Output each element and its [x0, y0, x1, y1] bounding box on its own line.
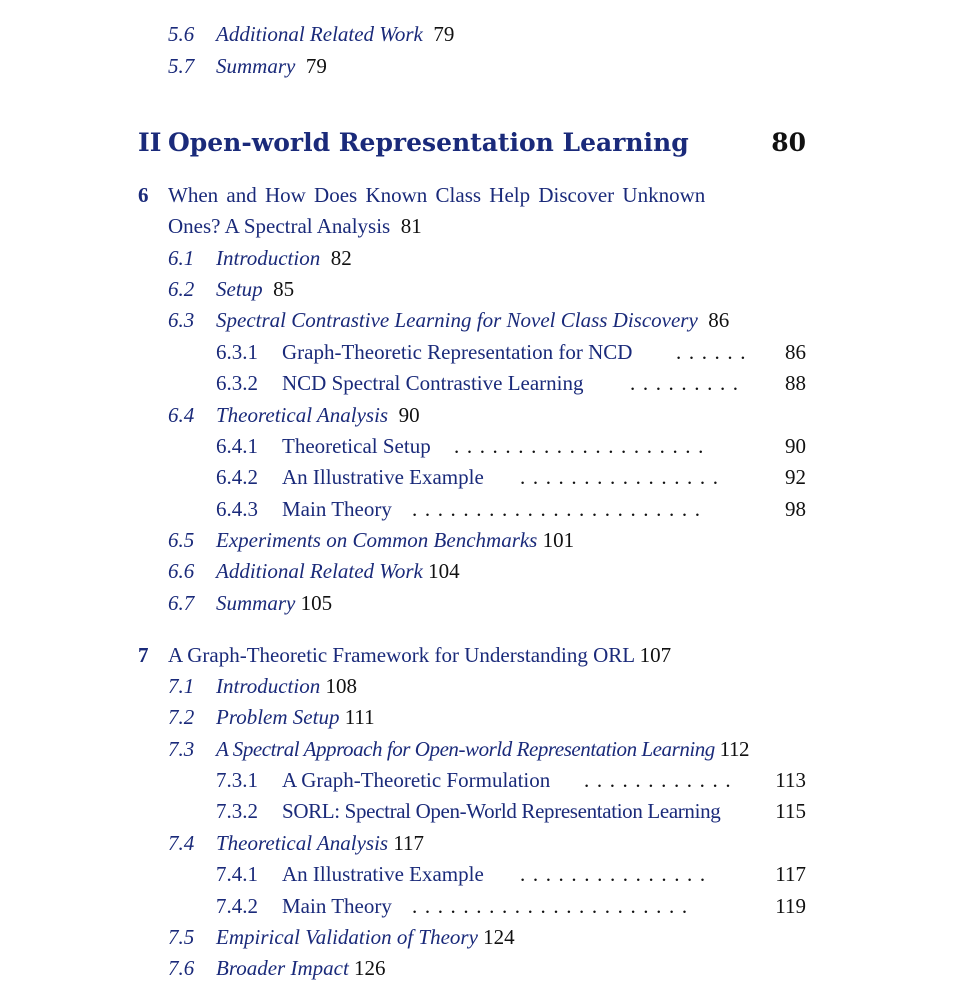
- chapter-number: 6: [138, 183, 149, 207]
- subsection-page: 119: [775, 894, 806, 918]
- subsection-number: 7.3.1: [216, 768, 258, 792]
- subsection-title: NCD Spectral Contrastive Learning: [282, 371, 584, 395]
- section-page: 90: [398, 403, 420, 427]
- subsection-title: A Graph-Theoretic Formulation: [282, 768, 551, 792]
- section-title: Problem Setup: [216, 705, 340, 729]
- section-page: 79: [305, 54, 327, 78]
- section-page: 105: [300, 591, 333, 615]
- section-number: 7.6: [168, 956, 195, 980]
- section-number: 6.2: [168, 277, 195, 301]
- leader-dots: ................: [520, 465, 726, 489]
- section-page: 124: [483, 925, 515, 949]
- leader-dots: ......: [676, 340, 754, 364]
- section-page: 126: [354, 956, 386, 980]
- section-number: 7.1: [168, 674, 195, 698]
- subsection-page: 115: [775, 799, 806, 823]
- section-title: Setup: [216, 277, 263, 301]
- subsection-page: 117: [775, 862, 806, 886]
- subsection-number: 7.4.2: [216, 894, 258, 918]
- section-title: Introduction: [216, 246, 321, 270]
- subsection-title: SORL: Spectral Open-World Representation Learning: [282, 799, 721, 823]
- subsection-number: 6.4.1: [216, 434, 258, 458]
- subsection-title: An Illustrative Example: [282, 862, 484, 886]
- leader-dots: .......................: [412, 497, 708, 521]
- section-number: 7.4: [168, 831, 195, 855]
- section-number: 6.1: [168, 246, 195, 270]
- section-title: A Spectral Approach for Open-world Representation Learning: [216, 737, 715, 761]
- section-title: Theoretical Analysis: [216, 403, 389, 427]
- section-page: 111: [344, 705, 375, 729]
- subsection-page: 90: [785, 434, 806, 458]
- section-number: 6.7: [168, 591, 195, 615]
- section-title: Empirical Validation of Theory: [216, 925, 478, 949]
- section-title: Additional Related Work: [216, 559, 423, 583]
- part-page: 80: [771, 128, 806, 157]
- chapter-title-line-1: When and How Does Known Class Help Discover Unknown: [168, 183, 706, 207]
- section-page: 117: [393, 831, 425, 855]
- subsection-page: 86: [785, 340, 806, 364]
- section-number: 5.7: [168, 54, 195, 78]
- section-title: Additional Related Work: [216, 22, 423, 46]
- section-number: 7.5: [168, 925, 195, 949]
- chapter-title-line-2: Ones? A Spectral Analysis: [168, 214, 391, 238]
- section-title: Broader Impact: [216, 956, 349, 980]
- subsection-page: 88: [785, 371, 806, 395]
- subsection-page: 92: [785, 465, 806, 489]
- section-number: 7.2: [168, 705, 195, 729]
- section-page: 79: [433, 22, 455, 46]
- chapter-title: A Graph-Theoretic Framework for Understanding ORL: [168, 643, 635, 667]
- section-title: Summary: [216, 54, 296, 78]
- section-page: 86: [708, 308, 730, 332]
- leader-dots: ...............: [520, 862, 713, 886]
- subsection-page: 113: [775, 768, 806, 792]
- section-number: 5.6: [168, 22, 195, 46]
- part-title: Open-world Representation Learning: [168, 128, 689, 157]
- section-title: Spectral Contrastive Learning for Novel Class Discovery: [216, 308, 698, 332]
- subsection-title: Main Theory: [282, 497, 392, 521]
- section-title: Introduction: [216, 674, 321, 698]
- chapter-page: 107: [639, 643, 672, 667]
- section-page: 104: [428, 559, 460, 583]
- section-page: 85: [273, 277, 295, 301]
- subsection-title: An Illustrative Example: [282, 465, 484, 489]
- subsection-number: 6.3.1: [216, 340, 258, 364]
- section-number: 6.6: [168, 559, 195, 583]
- section-page: 112: [719, 737, 750, 761]
- chapter-number: 7: [138, 643, 149, 667]
- subsection-page: 98: [785, 497, 806, 521]
- section-page: 101: [542, 528, 575, 552]
- section-number: 6.4: [168, 403, 195, 427]
- section-title: Summary: [216, 591, 296, 615]
- chapter-page: 81: [400, 214, 422, 238]
- section-page: 82: [330, 246, 352, 270]
- subsection-title: Graph-Theoretic Representation for NCD: [282, 340, 633, 364]
- leader-dots: .........: [630, 371, 746, 395]
- section-number: 7.3: [168, 737, 195, 761]
- part-number: II: [138, 128, 162, 157]
- subsection-number: 6.4.2: [216, 465, 258, 489]
- leader-dots: ......................: [412, 894, 695, 918]
- subsection-title: Theoretical Setup: [282, 434, 431, 458]
- subsection-number: 6.4.3: [216, 497, 258, 521]
- section-title: Theoretical Analysis: [216, 831, 389, 855]
- section-number: 6.3: [168, 308, 195, 332]
- subsection-number: 7.3.2: [216, 799, 258, 823]
- section-page: 108: [325, 674, 357, 698]
- subsection-number: 6.3.2: [216, 371, 258, 395]
- section-number: 6.5: [168, 528, 195, 552]
- section-title: Experiments on Common Benchmarks: [216, 528, 538, 552]
- subsection-title: Main Theory: [282, 894, 392, 918]
- subsection-number: 7.4.1: [216, 862, 258, 886]
- leader-dots: ....................: [454, 434, 711, 458]
- leader-dots: ............: [584, 768, 739, 792]
